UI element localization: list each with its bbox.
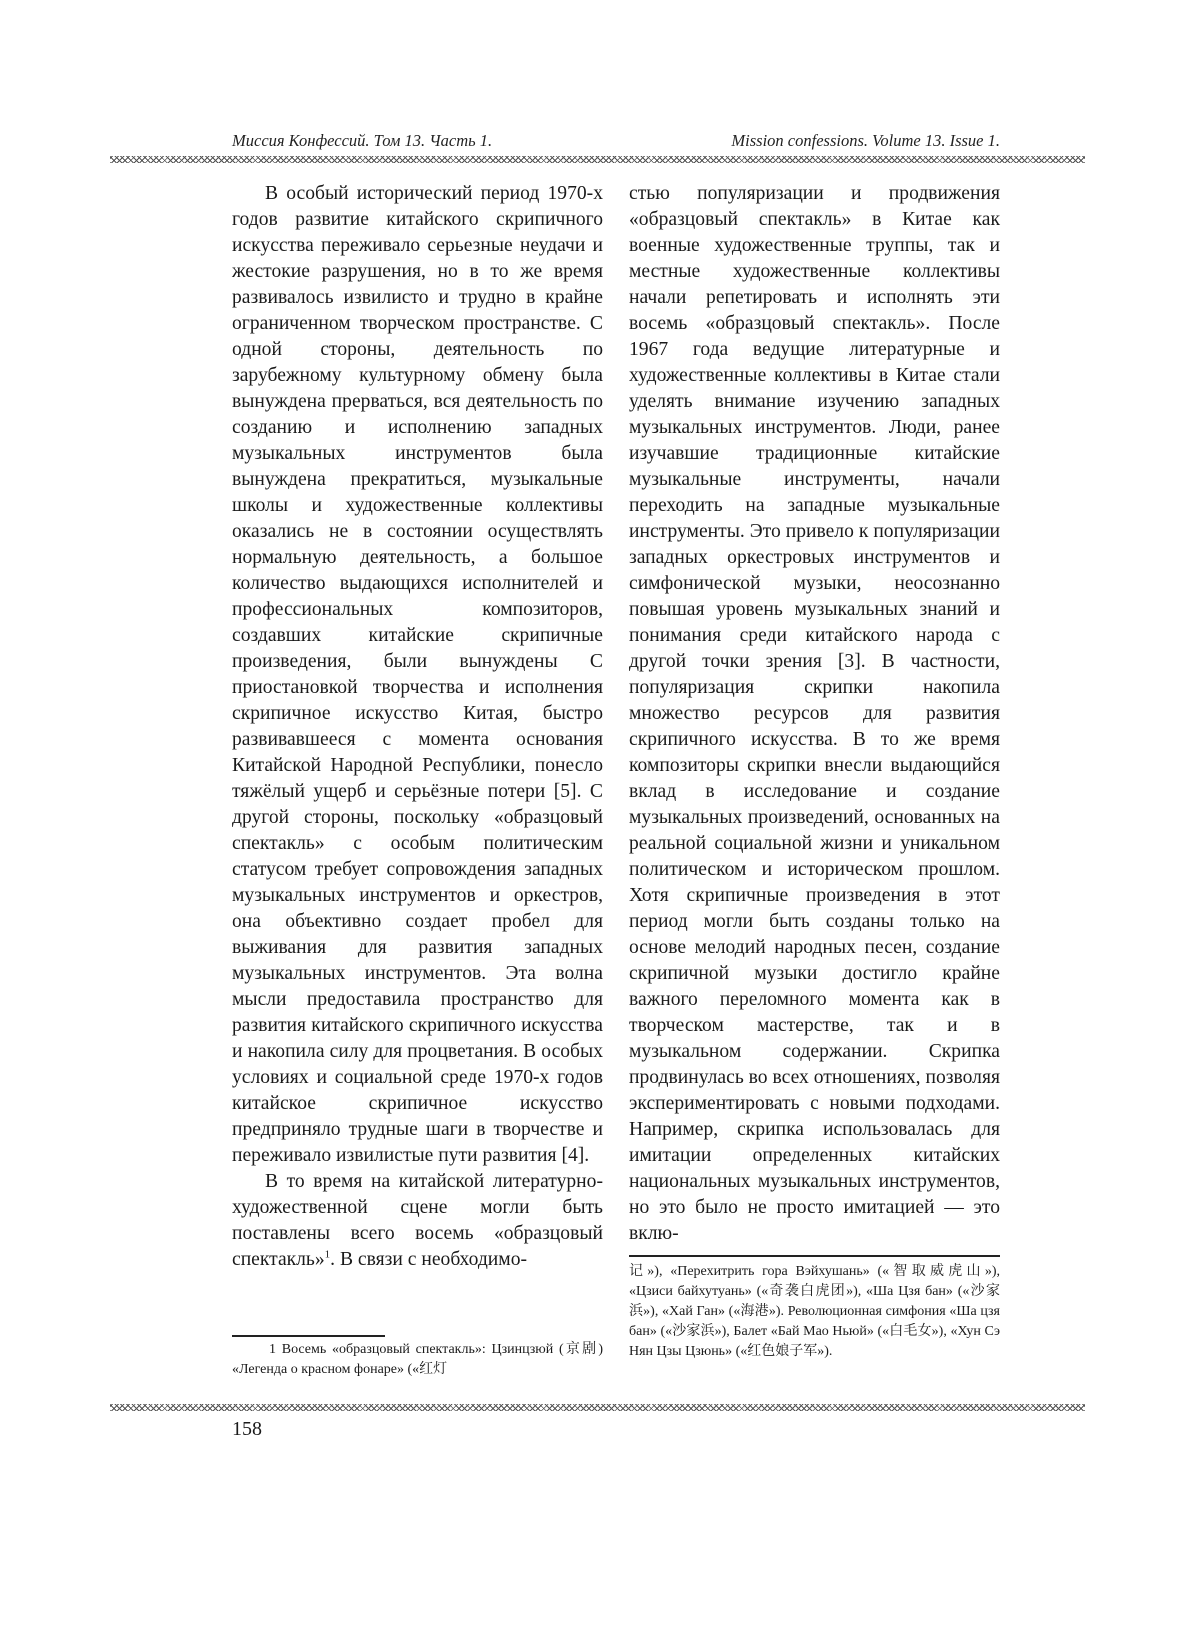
footer-ornament-divider: [110, 1404, 1085, 1411]
body-paragraph: [232, 1169, 603, 1273]
right-column: [629, 181, 1000, 1247]
left-column: [232, 181, 603, 1273]
footnote-right: [629, 1262, 1000, 1362]
footnote-rule: [629, 1255, 1000, 1257]
running-head: [232, 131, 1000, 155]
paragraph-text: . В связи с необходимо-: [330, 1249, 527, 1270]
footnote-left: [232, 1340, 603, 1380]
footnote-text: 记»), «Перехитрить гора Вэйхушань» («智取威虎山»), «Цзиси байхутуань» («奇袭白虎团»), «Ша Цзя бан» («沙家浜»), «Хай Ган» («海港»). Революционная симфония «Ша цзя бан» («沙家浜»), Балет «Бай Мао Ньюй» («白毛女»), «Хун Сэ Нян Цзы Цзюнь» («红色娘子军»).: [629, 1262, 1000, 1362]
paragraph-text: В то время на китайской литературно-художественной сцене могли быть поставлены всего восемь «образцовый спектакль»: [232, 1171, 603, 1270]
footnote-text: 1 Восемь «образцовый спектакль»: Цзинцзюй (京剧) «Легенда о красном фонаре» («红灯: [232, 1340, 603, 1380]
page-number: 158: [232, 1418, 262, 1441]
journal-title-ru: Миссия Конфессий. Том 13. Часть 1.: [232, 131, 492, 151]
body-paragraph: стью популяризации и продвижения «образцовый спектакль» в Китае как военные художественные труппы, так и местные художественные коллективы начали репетировать и исполнять эти восемь «образцовый спектакль». После 1967 года ведущие литературные и художественные коллективы в Китае стали уделять внимание изучению западных музыкальных инструментов. Люди, ранее изучавшие традиционные китайские музыкальные инструменты, начали переходить на западные музыкальные инструменты. Это привело к популяризации западных оркестровых инструментов и симфонической музыки, неосознанно повышая уровень музыкальных знаний и понимания среди китайского народа с другой точки зрения [3]. В частности, популяризация скрипки накопила множество ресурсов для развития скрипичного искусства. В то же время композиторы скрипки внесли выдающийся вклад в исследование и создание музыкальных произведений, основанных на реальной социальной жизни и уникальном политическом и историческом прошлом. Хотя скрипичные произведения в этот период могли быть созданы только на основе мелодий народных песен, создание скрипичной музыки достигло крайне важного переломного момента как в творческом мастерстве, так и в музыкальном содержании. Скрипка продвинулась во всех отношениях, позволяя экспериментировать с новыми подходами. Например, скрипка использовалась для имитации определенных китайских национальных музыкальных инструментов, но это было не просто имитацией — это вклю-: [629, 181, 1000, 1247]
body-paragraph: В особый исторический период 1970-х годов развитие китайского скрипичного искусства переживало серьезные неудачи и жестокие разрушения, но в то же время развивалось извилисто и трудно в крайне ограниченном творческом пространстве. С одной стороны, деятельность по зарубежному культурному обмену была вынуждена прерваться, вся деятельность по созданию и исполнению западных музыкальных инструментов была вынуждена прекратиться, музыкальные школы и художественные коллективы оказались не в состоянии осуществлять нормальную деятельность, а большое количество выдающихся исполнителей и профессиональных композиторов, создавших китайские скрипичные произведения, были вынуждены С приостановкой творчества и исполнения скрипичное искусство Китая, быстро развивавшееся с момента основания Китайской Народной Республики, понесло тяжёлый ущерб и серьёзные потери [5]. С другой стороны, поскольку «образцовый спектакль» с особым политическим статусом требует сопровождения западных музыкальных инструментов и оркестров, она объективно создает пробел для выживания для развития западных музыкальных инструментов. Эта волна мысли предоставила пространство для развития китайского скрипичного искусства и накопила силу для процветания. В особых условиях и социальной среде 1970-х годов китайское скрипичное искусство предприняло трудные шаги в творчестве и переживало извилистые пути развития [4].: [232, 181, 603, 1169]
footnote-rule: [232, 1335, 385, 1337]
header-ornament-divider: [110, 156, 1085, 163]
journal-title-en: Mission confessions. Volume 13. Issue 1.: [731, 131, 1000, 151]
footnote-reference: 1: [325, 1248, 331, 1260]
